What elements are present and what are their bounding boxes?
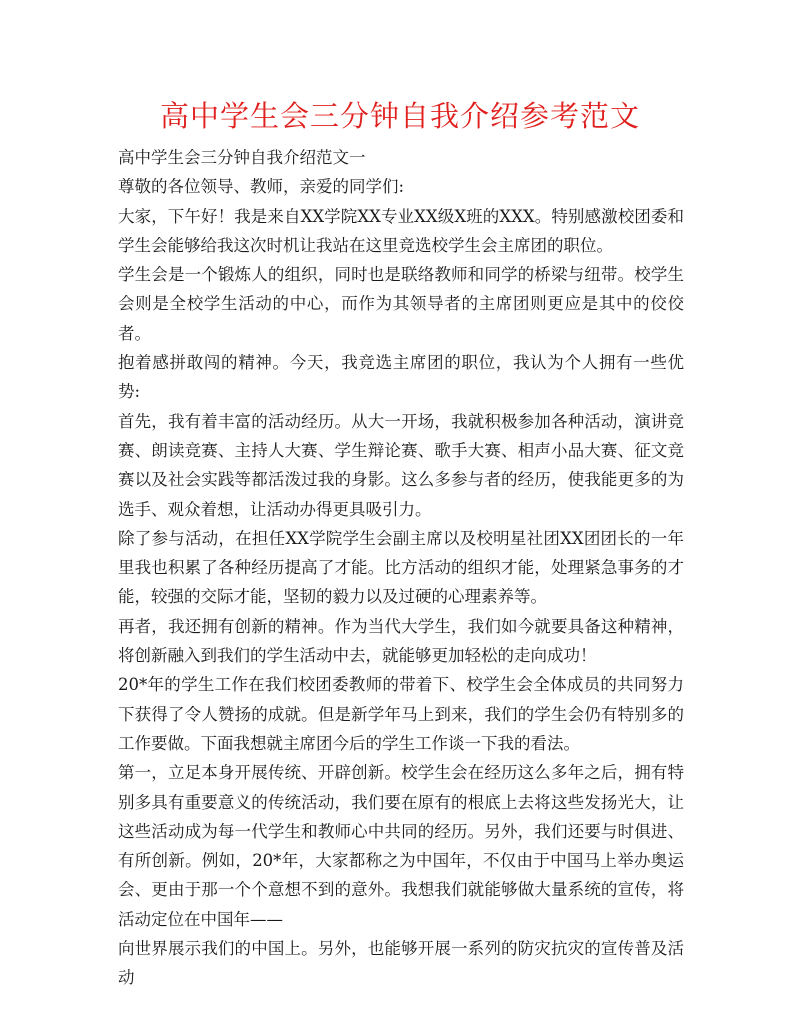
paragraph-salutation: 尊敬的各位领导、教师，亲爱的同学们:	[118, 177, 405, 197]
paragraph: 大家，下午好！我是来自XX学院XX专业XX级X班的XXX。特别感激校团委和学生会能够给我这次时机让我站在这里竞选校学生会主席团的职位。	[118, 206, 684, 255]
paragraph: 20*年的学生工作在我们校团委教师的带着下、校学生会全体成员的共同努力下获得了令人赞扬的成就。但是新学年马上到来，我们的学生会仍有特别多的工作要做。下面我想就主席团今后的学生工作谈一下我的看法。	[118, 675, 684, 753]
document-body	[118, 143, 684, 993]
paragraph: 除了参与活动，在担任XX学院学生会副主席以及校明星社团XX团团长的一年里我也积累了各种经历提高了才能。比方活动的组织才能，处理紧急事务的才能，较强的交际才能，坚韧的毅力以及过硬的心理素养等。	[118, 528, 684, 607]
paragraph: 首先，我有着丰富的活动经历。从大一开场，我就积极参加各种活动，演讲竞赛、朗读竞赛、主持人大赛、学生辩论赛、歌手大赛、相声小品大赛、征文竞赛以及社会实践等都活泼过我的身影。这么多参与者的经历，使我能更多的为选手、观众着想，让活动办得更具吸引力。	[118, 411, 684, 519]
paragraph: 再者，我还拥有创新的精神。作为当代大学生，我们如今就要具备这种精神，将创新融入到我们的学生活动中去，就能够更加轻松的走向成功！	[118, 616, 684, 666]
document-title: 高中学生会三分钟自我介绍参考范文	[159, 99, 640, 133]
paragraph: 学生会是一个锻炼人的组织，同时也是联络教师和同学的桥梁与纽带。校学生会则是全校学生活动的中心，而作为其领导者的主席团则更应是其中的佼佼者。	[118, 265, 684, 343]
paragraph: 向世界展示我们的中国上。另外，也能够开展一系列的防灾抗灾的宣传普及活动	[118, 939, 684, 988]
paragraph-subtitle: 高中学生会三分钟自我介绍范文一	[118, 148, 366, 167]
paragraph: 抱着感拼敢闯的精神。今天，我竞选主席团的职位，我认为个人拥有一些优势:	[118, 353, 684, 402]
paragraph: 第一，立足本身开展传统、开辟创新。校学生会在经历这么多年之后，拥有特别多具有重要意义的传统活动，我们要在原有的根底上去将这些发扬光大，让这些活动成为每一代学生和教师心中共同的经历。另外，我们还要与时俱进、有所创新。例如，20*年，大家都称之为中国年，不仅由于中国马上举办奥运会、更由于那一个个意想不到的意外。我想我们就能够做大量系统的宣传，将活动定位在中国年——	[118, 763, 684, 929]
